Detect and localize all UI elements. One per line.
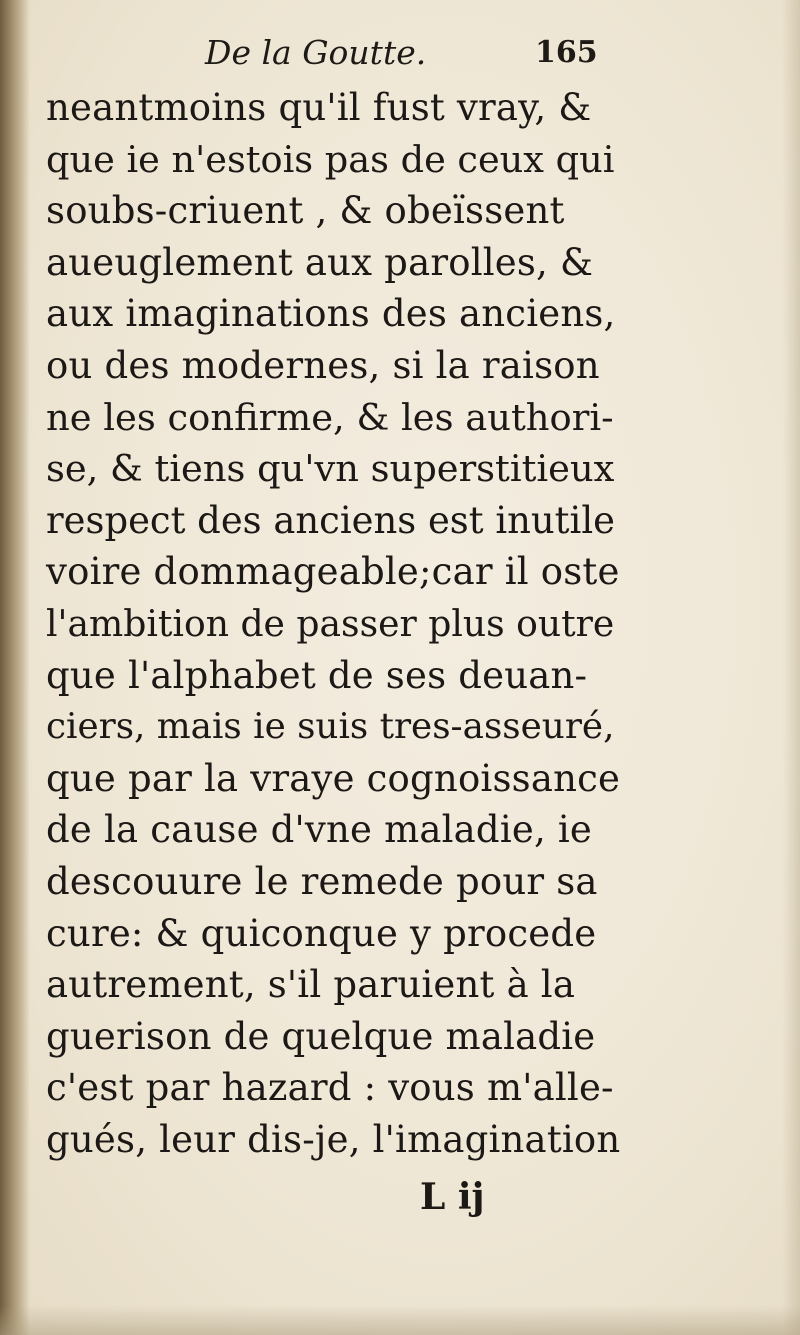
text-line: l'ambition de passer plus outre — [46, 601, 615, 645]
text-line: aueuglement aux parolles, & — [46, 240, 594, 284]
page-gutter — [0, 0, 30, 1335]
page-number: 165 — [535, 35, 598, 70]
page-bottom-shade — [0, 1305, 800, 1335]
text-line: guerison de quelque maladie — [46, 1014, 596, 1058]
text-line: autrement, s'il paruient à la — [46, 963, 576, 1007]
text-line: soubs-criuent , & obeïssent — [46, 189, 565, 233]
running-title: De la Goutte. — [205, 33, 427, 72]
text-line: cure: & quiconque y procede — [46, 911, 597, 955]
page-header — [0, 28, 800, 78]
text-line: que ie n'estois pas de ceux qui — [46, 137, 615, 181]
page-edge-shade — [782, 0, 800, 1335]
text-line: ciers, mais ie suis tres-asseuré, — [46, 706, 615, 748]
text-line: ne les confirme, & les authori- — [46, 395, 614, 439]
text-line: que par la vraye cognoissance — [46, 756, 621, 800]
text-line: gués, leur dis-je, l'imagination — [46, 1117, 621, 1161]
text-line: voire dommageable;car il oste — [46, 550, 620, 594]
text-line: de la cause d'vne maladie, ie — [46, 808, 593, 852]
text-line: que l'alphabet de ses deuan- — [46, 653, 588, 697]
text-line: se, & tiens qu'vn superstitieux — [46, 447, 615, 491]
text-line: descouure le remede pour sa — [46, 859, 598, 903]
text-line: respect des anciens est inutile — [46, 498, 615, 542]
text-line: neantmoins qu'il fust vray, & — [46, 86, 592, 129]
text-line: ou des modernes, si la raison — [46, 343, 600, 387]
text-line: aux imaginations des anciens, — [46, 292, 616, 336]
body-text — [46, 82, 621, 1165]
text-line: c'est par hazard : vous m'alle- — [46, 1066, 614, 1110]
signature-mark: L ij — [420, 1176, 485, 1218]
